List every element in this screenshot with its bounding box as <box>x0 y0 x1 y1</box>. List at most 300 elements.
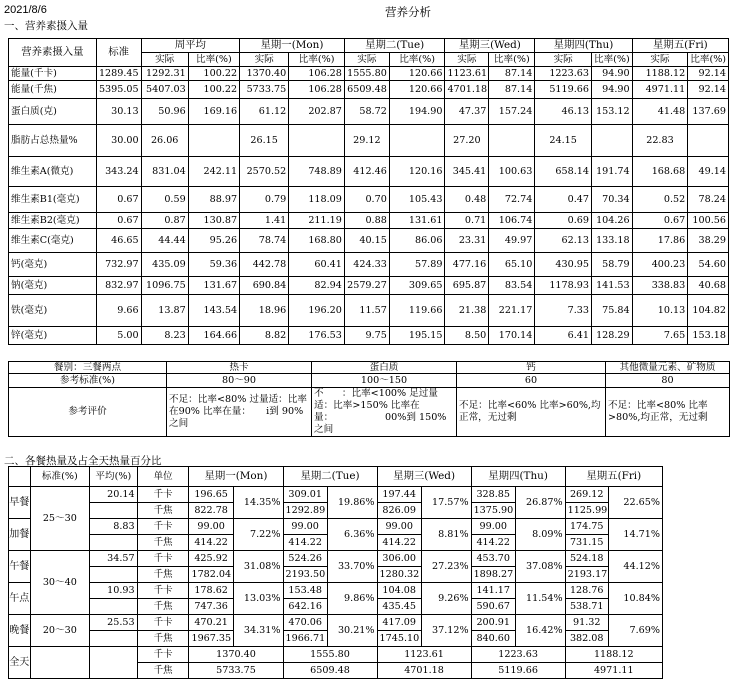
actual-value: 1292.31 <box>141 67 188 81</box>
ratio-value: 176.53 <box>289 327 345 345</box>
actual-value: 10.13 <box>632 295 688 327</box>
ref-standard-value: 100～150 <box>312 374 457 388</box>
unit-kcal: 千卡 <box>137 487 189 503</box>
kj-value: 414.22 <box>377 535 421 551</box>
ratio-value: 54.60 <box>688 253 729 277</box>
standard-value: 832.97 <box>96 277 141 295</box>
ratio-value: 196.20 <box>289 295 345 327</box>
standard-value: 9.66 <box>96 295 141 327</box>
meal-name: 早餐 <box>9 487 31 519</box>
ratio-value <box>688 125 729 157</box>
ratio-value: 60.41 <box>289 253 345 277</box>
nutrient-name: 蛋白质(克) <box>9 99 97 125</box>
actual-value: 1123.61 <box>445 67 489 81</box>
actual-value: 18.96 <box>240 295 289 327</box>
nutrient-intake-table <box>8 38 729 345</box>
kcal-value: 99.00 <box>377 519 421 535</box>
kcal-value: 524.26 <box>283 551 327 567</box>
ref-standard-row <box>9 374 730 388</box>
col-header-day: 星期二(Tue) <box>283 467 377 487</box>
ratio-value: 70.34 <box>592 187 633 213</box>
actual-value: 9.75 <box>344 327 389 345</box>
meal-kcal-row <box>9 615 663 631</box>
ratio-value: 194.90 <box>389 99 445 125</box>
table-row <box>9 277 729 295</box>
standard-value: 46.65 <box>96 229 141 253</box>
col-header-day: 星期一(Mon) <box>189 467 283 487</box>
kcal-value: 174.75 <box>565 519 608 535</box>
percent-value: 19.86% <box>327 487 377 519</box>
actual-value: 0.79 <box>240 187 289 213</box>
report-date: 2021/8/6 <box>4 4 47 16</box>
actual-value: 78.74 <box>240 229 289 253</box>
ratio-value: 87.14 <box>489 81 535 99</box>
total-kj-value: 5733.75 <box>189 663 283 679</box>
col-header-standard: 标准 <box>96 39 141 67</box>
table-header-row <box>9 39 729 53</box>
percent-value: 37.08% <box>515 551 565 583</box>
kj-value: 382.08 <box>565 631 608 647</box>
ratio-value: 72.74 <box>489 187 535 213</box>
nutrient-name: 维生素C(毫克) <box>9 229 97 253</box>
ratio-value <box>592 125 633 157</box>
actual-value: 8.50 <box>445 327 489 345</box>
actual-value: 46.13 <box>535 99 592 125</box>
percent-value: 14.71% <box>608 519 662 551</box>
table-row <box>9 295 729 327</box>
ratio-value: 164.66 <box>188 327 239 345</box>
actual-value: 22.83 <box>632 125 688 157</box>
kcal-value: 417.09 <box>377 615 421 631</box>
nutrient-name: 维生素A(微克) <box>9 157 97 187</box>
col-header-unit: 单位 <box>137 467 189 487</box>
table-row <box>9 99 729 125</box>
ratio-value: 106.28 <box>289 81 345 99</box>
actual-value: 4971.11 <box>632 81 688 99</box>
actual-value: 50.96 <box>141 99 188 125</box>
ref-eval-row <box>9 388 730 437</box>
meal-average: 20.14 <box>90 487 138 503</box>
kcal-value: 153.48 <box>283 583 327 599</box>
ratio-value: 169.16 <box>188 99 239 125</box>
ratio-value: 118.09 <box>289 187 345 213</box>
actual-value: 1370.40 <box>240 67 289 81</box>
percent-value: 22.65% <box>608 487 662 519</box>
kj-value: 1125.99 <box>565 503 608 519</box>
actual-value: 0.87 <box>141 213 188 229</box>
col-header-actual: 实际 <box>141 53 188 67</box>
percent-value: 16.42% <box>515 615 565 647</box>
average-blank <box>90 631 138 647</box>
kcal-value: 104.08 <box>377 583 421 599</box>
col-header-day: 星期三(Wed) <box>377 467 471 487</box>
actual-value: 442.78 <box>240 253 289 277</box>
actual-value: 0.71 <box>445 213 489 229</box>
actual-value: 6509.48 <box>344 81 389 99</box>
unit-kcal: 千卡 <box>137 647 189 663</box>
col-header-standard: 标准(%) <box>30 467 89 487</box>
percent-value: 9.86% <box>327 583 377 615</box>
col-header-ratio: 比率(%) <box>188 53 239 67</box>
col-header-day: 星期一(Mon) <box>240 39 345 53</box>
total-label: 全天 <box>9 647 31 679</box>
actual-value: 1096.75 <box>141 277 188 295</box>
meal-kcal-row <box>9 551 663 567</box>
kj-value: 1375.90 <box>471 503 515 519</box>
ratio-value: 128.29 <box>592 327 633 345</box>
ratio-value: 143.54 <box>188 295 239 327</box>
percent-value: 7.69% <box>608 615 662 647</box>
nutrient-name: 钠(毫克) <box>9 277 97 295</box>
meal-standard: 30～40 <box>30 551 89 615</box>
actual-value: 41.48 <box>632 99 688 125</box>
header-blank <box>9 467 31 487</box>
percent-value: 7.22% <box>233 519 283 551</box>
ratio-value: 133.18 <box>592 229 633 253</box>
ref-standard-value: 80～90 <box>167 374 312 388</box>
actual-value: 4701.18 <box>445 81 489 99</box>
unit-kj: 千焦 <box>137 599 189 615</box>
ratio-value: 106.74 <box>489 213 535 229</box>
kj-value: 747.36 <box>189 599 233 615</box>
percent-value: 9.26% <box>421 583 471 615</box>
kcal-value: 306.00 <box>377 551 421 567</box>
total-kj-value: 4971.11 <box>565 663 662 679</box>
actual-value: 400.23 <box>632 253 688 277</box>
actual-value: 1178.93 <box>535 277 592 295</box>
total-kj-value: 5119.66 <box>471 663 565 679</box>
ratio-value <box>188 125 239 157</box>
table-row <box>9 213 729 229</box>
ref-header-row <box>9 362 730 374</box>
ref-col-header: 热卡 <box>167 362 312 374</box>
col-header-day: 星期三(Wed) <box>445 39 535 53</box>
ratio-value: 195.15 <box>389 327 445 345</box>
ratio-value: 168.80 <box>289 229 345 253</box>
actual-value: 2570.52 <box>240 157 289 187</box>
nutrient-name: 维生素B1(毫克) <box>9 187 97 213</box>
col-header-day: 星期二(Tue) <box>344 39 445 53</box>
col-header-ratio: 比率(%) <box>289 53 345 67</box>
kj-value: 538.71 <box>565 599 608 615</box>
percent-value: 6.36% <box>327 519 377 551</box>
ratio-value: 119.66 <box>389 295 445 327</box>
ref-standard-value: 60 <box>457 374 606 388</box>
table-row <box>9 229 729 253</box>
percent-value: 31.08% <box>233 551 283 583</box>
actual-value: 690.84 <box>240 277 289 295</box>
section1-heading: 一、营养素摄入量 <box>4 20 88 32</box>
actual-value: 0.47 <box>535 187 592 213</box>
actual-value: 58.72 <box>344 99 389 125</box>
kj-value: 642.16 <box>283 599 327 615</box>
kcal-value: 269.12 <box>565 487 608 503</box>
ratio-value: 58.79 <box>592 253 633 277</box>
ref-eval-text: 不足：比率<80% 过量适：比率在90% 比率在量： i到 90%之间 <box>167 388 312 437</box>
ratio-value: 87.14 <box>489 67 535 81</box>
ratio-value: 65.10 <box>489 253 535 277</box>
table-row <box>9 187 729 213</box>
nutrient-name: 维生素B2(毫克) <box>9 213 97 229</box>
meal-average: 34.57 <box>90 551 138 567</box>
kj-value: 1967.35 <box>189 631 233 647</box>
ratio-value: 153.18 <box>688 327 729 345</box>
standard-value: 1289.45 <box>96 67 141 81</box>
actual-value: 1188.12 <box>632 67 688 81</box>
meal-average: 10.93 <box>90 583 138 599</box>
total-blank <box>30 647 89 679</box>
average-blank <box>90 599 138 615</box>
total-kcal-row <box>9 647 663 663</box>
ref-eval-label: 参考评价 <box>9 388 167 437</box>
meal-energy-table <box>8 466 663 679</box>
meal-name: 午餐 <box>9 551 31 583</box>
col-header-ratio: 比率(%) <box>688 53 729 67</box>
standard-value: 5.00 <box>96 327 141 345</box>
kcal-value: 141.17 <box>471 583 515 599</box>
ratio-value: 242.11 <box>188 157 239 187</box>
ratio-value: 104.82 <box>688 295 729 327</box>
nutrient-name: 能量(千卡) <box>9 67 97 81</box>
nutrient-name: 锌(毫克) <box>9 327 97 345</box>
actual-value: 2579.27 <box>344 277 389 295</box>
ratio-value: 82.94 <box>289 277 345 295</box>
actual-value: 1223.63 <box>535 67 592 81</box>
meal-average: 25.53 <box>90 615 138 631</box>
kcal-value: 200.91 <box>471 615 515 631</box>
actual-value: 62.13 <box>535 229 592 253</box>
ratio-value: 49.97 <box>489 229 535 253</box>
unit-kj: 千焦 <box>137 535 189 551</box>
actual-value: 5119.66 <box>535 81 592 99</box>
col-header-average: 平均(%) <box>90 467 138 487</box>
percent-value: 14.35% <box>233 487 283 519</box>
meal-standard: 25～30 <box>30 487 89 551</box>
percent-value: 44.12% <box>608 551 662 583</box>
ratio-value: 100.63 <box>489 157 535 187</box>
standard-value: 30.13 <box>96 99 141 125</box>
actual-value: 0.59 <box>141 187 188 213</box>
unit-kj: 千焦 <box>137 567 189 583</box>
total-kcal-value: 1123.61 <box>377 647 471 663</box>
ratio-value: 100.56 <box>688 213 729 229</box>
kcal-value: 328.85 <box>471 487 515 503</box>
col-header-day: 星期五(Fri) <box>632 39 728 53</box>
actual-value: 168.68 <box>632 157 688 187</box>
actual-value: 47.37 <box>445 99 489 125</box>
percent-value: 8.81% <box>421 519 471 551</box>
actual-value: 8.82 <box>240 327 289 345</box>
ratio-value: 75.84 <box>592 295 633 327</box>
kcal-value: 91.32 <box>565 615 608 631</box>
kcal-value: 99.00 <box>283 519 327 535</box>
meal-name: 加餐 <box>9 519 31 551</box>
kj-value: 414.22 <box>283 535 327 551</box>
ratio-value: 221.17 <box>489 295 535 327</box>
unit-kj: 千焦 <box>137 503 189 519</box>
percent-value: 11.54% <box>515 583 565 615</box>
average-blank <box>90 567 138 583</box>
standard-value: 343.24 <box>96 157 141 187</box>
col-header-actual: 实际 <box>535 53 592 67</box>
unit-kj: 千焦 <box>137 631 189 647</box>
nutrient-name: 铁(毫克) <box>9 295 97 327</box>
actual-value: 695.87 <box>445 277 489 295</box>
ref-col-header: 蛋白质 <box>312 362 457 374</box>
col-header-ratio: 比率(%) <box>592 53 633 67</box>
kcal-value: 197.44 <box>377 487 421 503</box>
ratio-value: 88.97 <box>188 187 239 213</box>
ratio-value: 38.29 <box>688 229 729 253</box>
actual-value: 13.87 <box>141 295 188 327</box>
ratio-value: 748.89 <box>289 157 345 187</box>
col-header-day: 星期四(Thu) <box>471 467 565 487</box>
meal-kcal-row <box>9 583 663 599</box>
ratio-value: 104.26 <box>592 213 633 229</box>
kj-value: 414.22 <box>189 535 233 551</box>
table-row <box>9 125 729 157</box>
col-header-actual: 实际 <box>344 53 389 67</box>
actual-value: 44.44 <box>141 229 188 253</box>
total-kcal-value: 1188.12 <box>565 647 662 663</box>
ratio-value: 78.24 <box>688 187 729 213</box>
standard-value: 0.67 <box>96 213 141 229</box>
ratio-value: 137.69 <box>688 99 729 125</box>
actual-value: 658.14 <box>535 157 592 187</box>
standard-value: 5395.05 <box>96 81 141 99</box>
nutrient-name: 能量(千焦) <box>9 81 97 99</box>
actual-value: 26.15 <box>240 125 289 157</box>
ratio-value: 131.67 <box>188 277 239 295</box>
ratio-value: 309.65 <box>389 277 445 295</box>
ratio-value: 49.14 <box>688 157 729 187</box>
ratio-value: 106.28 <box>289 67 345 81</box>
standard-value: 732.97 <box>96 253 141 277</box>
ratio-value: 92.14 <box>688 67 729 81</box>
ratio-value: 130.87 <box>188 213 239 229</box>
actual-value: 26.06 <box>141 125 188 157</box>
col-header-day: 星期五(Fri) <box>565 467 662 487</box>
ratio-value: 153.12 <box>592 99 633 125</box>
percent-value: 26.87% <box>515 487 565 519</box>
kj-value: 840.60 <box>471 631 515 647</box>
ratio-value <box>489 125 535 157</box>
total-blank <box>90 647 138 679</box>
kcal-value: 470.06 <box>283 615 327 631</box>
kj-value: 1292.89 <box>283 503 327 519</box>
total-kj-value: 6509.48 <box>283 663 377 679</box>
ratio-value: 120.66 <box>389 81 445 99</box>
section2-heading: 二、各餐热量及占全天热量百分比 <box>4 455 162 467</box>
kcal-value: 470.21 <box>189 615 233 631</box>
actual-value: 345.41 <box>445 157 489 187</box>
percent-value: 37.12% <box>421 615 471 647</box>
kj-value: 1745.10 <box>377 631 421 647</box>
actual-value: 477.16 <box>445 253 489 277</box>
col-header-actual: 实际 <box>632 53 688 67</box>
ref-eval-text: 不足：比率<60% 比率>60%,均正常，无过剩 <box>457 388 606 437</box>
actual-value: 0.52 <box>632 187 688 213</box>
col-header-day: 星期四(Thu) <box>535 39 632 53</box>
reference-standard-table <box>8 361 730 437</box>
kj-value: 1280.32 <box>377 567 421 583</box>
table-row <box>9 327 729 345</box>
ratio-value: 170.14 <box>489 327 535 345</box>
unit-kcal: 千卡 <box>137 519 189 535</box>
ratio-value: 94.90 <box>592 81 633 99</box>
ratio-value: 202.87 <box>289 99 345 125</box>
actual-value: 6.41 <box>535 327 592 345</box>
kj-value: 822.78 <box>189 503 233 519</box>
ratio-value: 94.90 <box>592 67 633 81</box>
page-title: 营养分析 <box>385 7 431 19</box>
unit-kcal: 千卡 <box>137 551 189 567</box>
ratio-value: 105.43 <box>389 187 445 213</box>
kcal-value: 425.92 <box>189 551 233 567</box>
percent-value: 30.21% <box>327 615 377 647</box>
col-header-day: 周平均 <box>141 39 239 53</box>
ratio-value: 131.61 <box>389 213 445 229</box>
total-kj-value: 4701.18 <box>377 663 471 679</box>
ratio-value: 120.66 <box>389 67 445 81</box>
ratio-value <box>289 125 345 157</box>
kj-value: 2193.50 <box>283 567 327 583</box>
meal-name: 午点 <box>9 583 31 615</box>
ratio-value: 157.24 <box>489 99 535 125</box>
percent-value: 34.31% <box>233 615 283 647</box>
kj-value: 414.22 <box>471 535 515 551</box>
kj-value: 1782.04 <box>189 567 233 583</box>
kcal-value: 196.65 <box>189 487 233 503</box>
total-kcal-value: 1370.40 <box>189 647 283 663</box>
table-row <box>9 253 729 277</box>
actual-value: 1555.80 <box>344 67 389 81</box>
unit-kj: 千焦 <box>137 663 189 679</box>
kcal-value: 128.76 <box>565 583 608 599</box>
meal-average: 8.83 <box>90 519 138 535</box>
kj-value: 731.15 <box>565 535 608 551</box>
col-header-nutrient: 营养素摄入量 <box>9 39 97 67</box>
ratio-value: 92.14 <box>688 81 729 99</box>
actual-value: 430.95 <box>535 253 592 277</box>
ratio-value: 100.22 <box>188 81 239 99</box>
meal-name: 晚餐 <box>9 615 31 647</box>
kcal-value: 309.01 <box>283 487 327 503</box>
standard-value: 0.67 <box>96 187 141 213</box>
actual-value: 0.67 <box>632 213 688 229</box>
average-blank <box>90 535 138 551</box>
percent-value: 33.70% <box>327 551 377 583</box>
ref-col-header: 餐别：三餐两点 <box>9 362 167 374</box>
kcal-value: 99.00 <box>189 519 233 535</box>
actual-value: 40.15 <box>344 229 389 253</box>
actual-value: 0.70 <box>344 187 389 213</box>
ref-standard-value: 80 <box>606 374 730 388</box>
ref-eval-text: 不足：比率<80% 比率>80%,均正常，无过剩 <box>606 388 730 437</box>
total-kcal-value: 1555.80 <box>283 647 377 663</box>
kj-value: 1898.27 <box>471 567 515 583</box>
kcal-value: 453.70 <box>471 551 515 567</box>
actual-value: 17.86 <box>632 229 688 253</box>
actual-value: 23.31 <box>445 229 489 253</box>
kj-value: 590.67 <box>471 599 515 615</box>
table-row <box>9 81 729 99</box>
actual-value: 0.48 <box>445 187 489 213</box>
ratio-value: 83.54 <box>489 277 535 295</box>
ratio-value: 59.36 <box>188 253 239 277</box>
actual-value: 0.69 <box>535 213 592 229</box>
ref-eval-text: 不 ：比率<100% 足过量适：比率>150% 比率在量： 00%到 150%之间 <box>312 388 457 437</box>
